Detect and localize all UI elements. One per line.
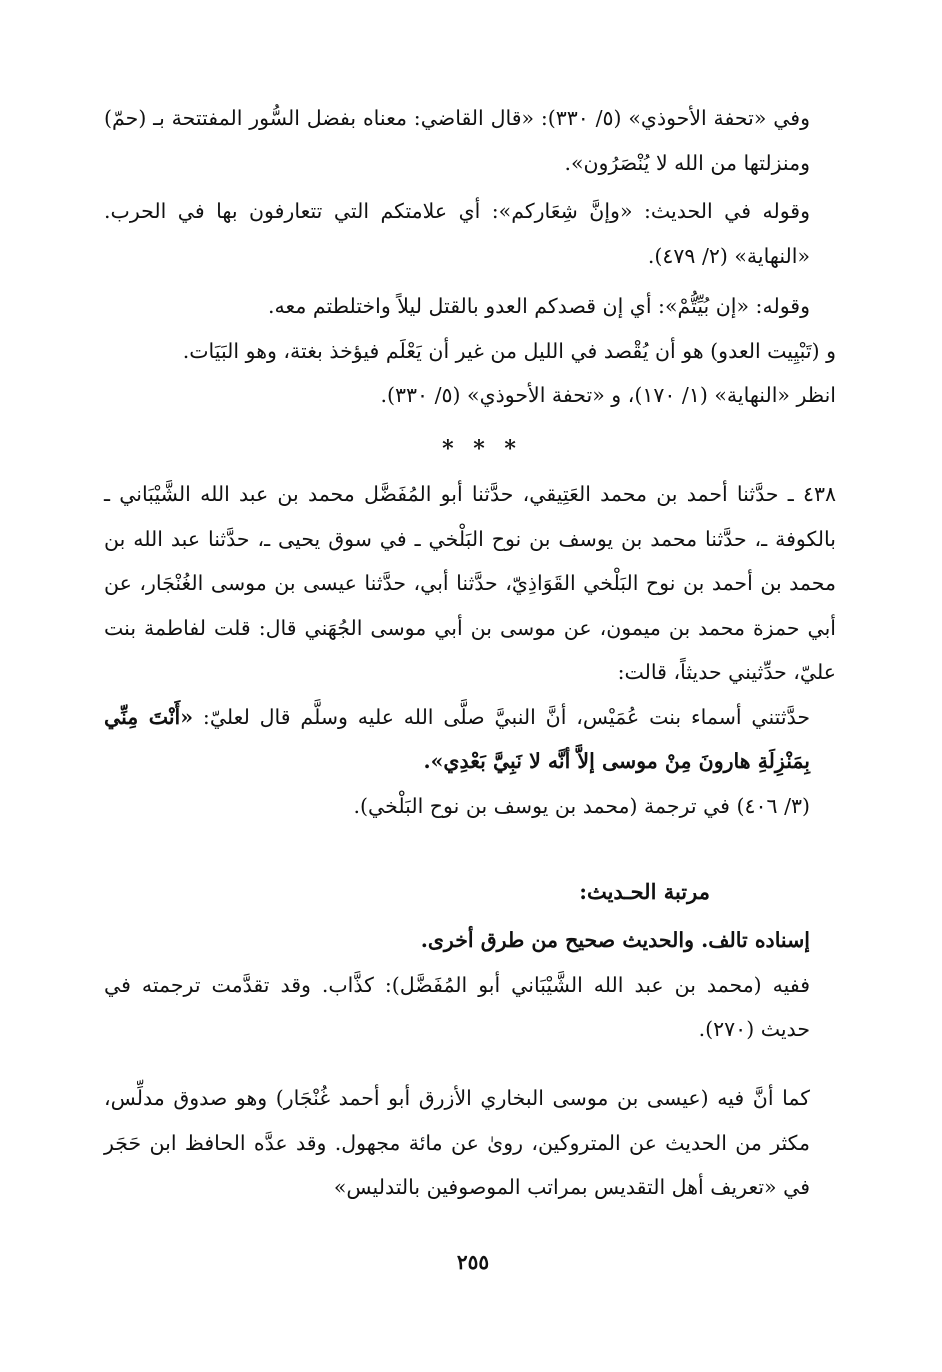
note-tabyit: و (تَبْيِيت العدو) هو أن يُقْصد في الليل من غير أن يَعْلَم فيؤخذ بغتة، وهو البَيَات. bbox=[182, 338, 836, 363]
hadith-matn bbox=[104, 695, 836, 784]
hadith-source: (٣/ ٤٠٦) في ترجمة (محمد بن يوسف بن نوح البَلْخي). bbox=[353, 793, 810, 818]
hadith-block bbox=[104, 472, 836, 828]
grading-continued bbox=[104, 1076, 836, 1210]
page-number: ٢٥٥ bbox=[456, 1250, 490, 1274]
hadith-matn-text: «أَنْتَ مِنِّي بِمَنْزِلَةِ هارونَ مِنْ موسى إلاَّ أنَّه لا نَبِيَّ بَعْدِي». bbox=[104, 704, 810, 773]
hadith-matn-intro: حدَّثتني أسماء بنت عُمَيْس، أنَّ النبيَّ صلَّى الله عليه وسلَّم قال لعليّ: bbox=[202, 704, 811, 729]
hadith-isnad: ٤٣٨ ـ حدَّثنا أحمد بن محمد العَتِيقي، حدَّثنا أبو المُفَضَّل محمد بن عبد الله الشَّيْبَاني ـ بالكوفة ـ، حدَّثنا محمد بن يوسف بن نوح البَلْخي ـ في سوق يحيى ـ، حدَّثنا عبد الله بن محمد بن أحمد بن نوح البَلْخي القَوَاذِيّ، حدَّثنا أبي، حدَّثنا عيسى بن موسى الغُنْجَار، عن أبي حمزة محمد بن ميمون، عن موسى بن أبي موسى الجُهَني قال: قلت لفاطمة بنت عليّ، حدِّثيني حديثاً، قالت: bbox=[104, 482, 836, 684]
grading-verdict: إسناده تالف. والحديث صحيح من طرق أخرى. bbox=[420, 928, 810, 952]
note-tuhfat-al-ahwadhi: وفي «تحفة الأحوذي» (٥/ ٣٣٠): «قال القاضي: معناه بفضل السُّور المفتتحة بـ (حمّ) ومنزلتها من الله لا يُنْصَرُون». bbox=[104, 106, 810, 175]
grading-block bbox=[104, 870, 836, 1052]
grading-narrator-2: كما أنَّ فيه (عيسى بن موسى البخاري الأزرق أبو أحمد غُنْجَار) وهو صدوق مدلِّس، مكثر من الحديث عن المتروكين، روىٰ عن مائة مجهول. وقد عدَّه الحافظ ابن حَجَر في «تعريف أهل التقديس بمراتب الموصوفين بالتدليس» bbox=[104, 1086, 810, 1199]
grading-narrator-1: ففيه (محمد بن عبد الله الشَّيْبَاني أبو المُفَضَّل): كذَّاب. وقد تقدَّمت ترجمته في حديث (٢٧٠). bbox=[104, 972, 810, 1041]
note-buyyittum: وقوله: «إن بُيِّتُّمْ»: أي إن قصدكم العدو بالقتل ليلاً واختلطتم معه. bbox=[268, 294, 810, 318]
note-shiarakum: وقوله في الحديث: «وإنَّ شِعَاركم»: أي علامتكم التي تتعارفون بها في الحرب. «النهاية» (٢/ ٤٧٩). bbox=[104, 199, 810, 268]
section-separator: * * * bbox=[442, 436, 522, 462]
grading-heading: مرتبة الحـديث: bbox=[579, 879, 710, 904]
note-references: انظر «النهاية» (١/ ١٧٠)، و «تحفة الأحوذي» (٥/ ٣٣٠). bbox=[380, 383, 836, 407]
footnote-block bbox=[104, 96, 836, 418]
